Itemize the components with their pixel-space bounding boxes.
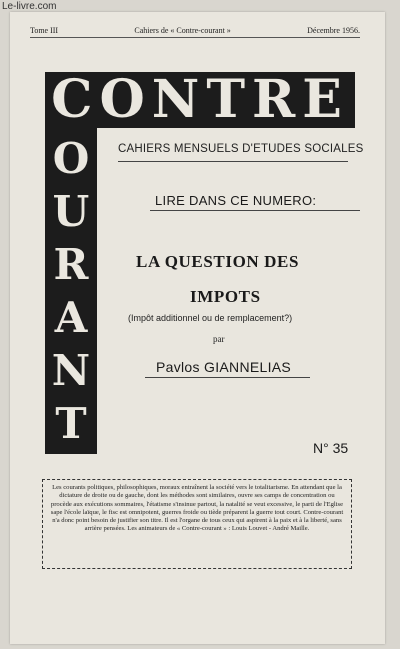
courant-letter: O bbox=[52, 133, 90, 183]
issue-number: N° 35 bbox=[313, 440, 349, 456]
date-label: Décembre 1956. bbox=[307, 26, 360, 35]
header-rule bbox=[30, 37, 360, 38]
lire-rule bbox=[150, 210, 360, 211]
mission-statement-box bbox=[42, 479, 352, 569]
masthead-courant-column bbox=[45, 128, 97, 454]
courant-letter: N bbox=[51, 345, 91, 395]
masthead-subtitle: CAHIERS MENSUELS D'ETUDES SOCIALES bbox=[118, 143, 364, 155]
header-line bbox=[30, 26, 360, 35]
masthead-contre: CONTRE bbox=[45, 72, 355, 128]
courant-letter: T bbox=[55, 398, 87, 448]
author-rule bbox=[145, 377, 310, 378]
article-title-line2: IMPOTS bbox=[190, 287, 261, 306]
mission-statement-text: Les courants politiques, philosophiques, moraux entraînent la société vers le totalitarisme. En attendant que la dictature de droite ou de gauche, dont les méthodes sont similaires, ouvre ses camps de concentration ou procède aux exécutions sommaires, l'étatisme s'insinue partout, la natalité se veut excessive, le parti de l'Eglise sape l'école laïque, le fisc est omnipotent, guerres froide ou tiède préparent la guerre tout court. Contre-courant n'a donc point besoin de justifier son titre. Il est l'organe de tous ceux qui aspirent à la paix et à la liberté, sans arrière pensées. Les animateurs de « Contre-courant » : Louis Louvet - André Maille. bbox=[50, 484, 344, 533]
lire-heading: LIRE DANS CE NUMERO: bbox=[155, 193, 317, 208]
author-name: Pavlos GIANNELIAS bbox=[156, 359, 292, 375]
watermark-text: Le-livre.com bbox=[2, 1, 57, 12]
by-label: par bbox=[213, 334, 225, 344]
courant-letter: A bbox=[54, 292, 88, 342]
series-label: Cahiers de « Contre-courant » bbox=[134, 26, 231, 35]
volume-label: Tome III bbox=[30, 26, 59, 35]
article-title-line1: LA QUESTION DES bbox=[136, 252, 299, 271]
courant-letter: U bbox=[52, 186, 90, 236]
article-subtitle: (Impôt additionnel ou de remplacement?) bbox=[128, 313, 293, 323]
courant-letter: R bbox=[53, 239, 89, 289]
subtitle-rule bbox=[118, 161, 348, 162]
